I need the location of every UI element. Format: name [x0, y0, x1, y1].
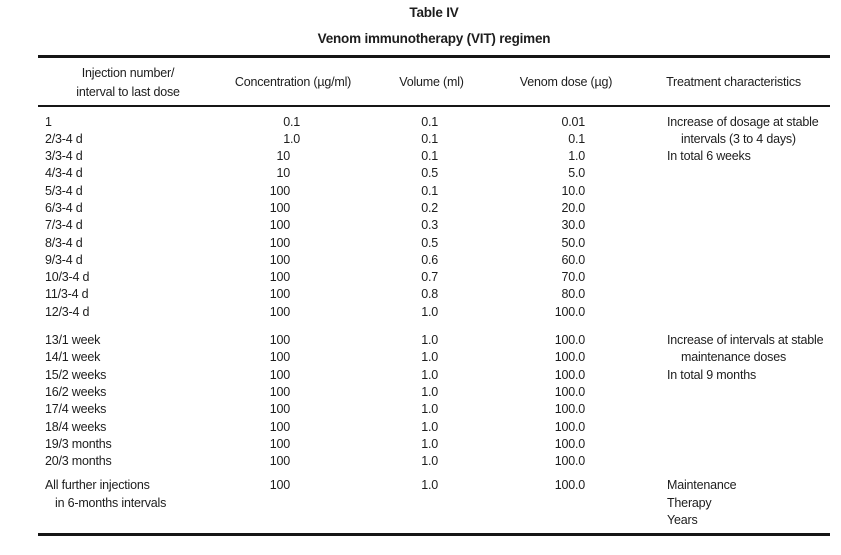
table-block: [38, 332, 830, 470]
cell-value: 100: [269, 183, 290, 198]
cell-value: 5.0: [568, 166, 585, 181]
cell-value: 100: [269, 454, 290, 469]
cell-value: 50.0: [561, 235, 585, 250]
concentration-cell: [218, 332, 368, 349]
concentration-cell: [218, 286, 368, 303]
cell-value: 1.0: [421, 333, 438, 348]
header-treatment-characteristics: Treatment characteristics: [666, 75, 801, 89]
concentration-cell: [218, 436, 368, 453]
notes-column: [637, 332, 830, 384]
dose-cell: [495, 269, 637, 286]
concentration-cell: [218, 235, 368, 252]
dose-cell: [495, 235, 637, 252]
cell-value: 100: [269, 419, 290, 434]
dose-cell: [495, 131, 637, 148]
cell-value: 100: [269, 304, 290, 319]
concentration-cell: [218, 148, 368, 165]
concentration-cell: [218, 114, 368, 131]
cell-value: 100: [269, 367, 290, 382]
injection-cell-line2: in 6-months intervals: [55, 495, 167, 510]
injection-cell: 11/3-4 d: [45, 287, 89, 302]
cell-value: 70.0: [561, 270, 585, 285]
volume-cell: [368, 349, 495, 366]
cell-value: 100: [269, 218, 290, 233]
cell-value: 100.0: [554, 384, 585, 399]
dose-cell: [495, 183, 637, 200]
header-injection-number: [38, 64, 218, 102]
header-volume: Volume (ml): [399, 75, 464, 89]
volume-cell: [368, 286, 495, 303]
injection-cell: 8/3-4 d: [45, 235, 83, 250]
injection-cell: 20/3 months: [45, 454, 112, 469]
volume-cell: [368, 304, 495, 321]
injection-cell: 5/3-4 d: [45, 183, 83, 198]
dose-cell: [495, 286, 637, 303]
injection-cell: 12/3-4 d: [45, 304, 90, 319]
note-line: Increase of intervals at stable: [667, 333, 824, 348]
dose-cell: [495, 477, 637, 494]
concentration-cell: [218, 304, 368, 321]
dose-cell: [495, 419, 637, 436]
injection-cell: 13/1 week: [45, 333, 101, 348]
cell-value: 1.0: [421, 478, 438, 493]
dose-cell: [495, 349, 637, 366]
dose-column: [495, 332, 637, 470]
note-line: In total 6 weeks: [667, 149, 751, 164]
concentration-cell: [218, 349, 368, 366]
volume-cell: [368, 332, 495, 349]
volume-cell: [368, 477, 495, 494]
cell-value: 100.0: [554, 333, 585, 348]
dose-cell: [495, 217, 637, 234]
volume-cell: [368, 401, 495, 418]
volume-cell: [368, 252, 495, 269]
injection-cell: All further injections: [45, 478, 150, 493]
volume-cell: [368, 269, 495, 286]
table-block: [38, 477, 830, 529]
cell-value: 100: [269, 333, 290, 348]
injection-cell: 6/3-4 d: [45, 200, 83, 215]
cell-value: 0.1: [421, 183, 438, 198]
dose-cell: [495, 304, 637, 321]
table-header-row: [38, 58, 830, 105]
concentration-cell: [218, 401, 368, 418]
cell-value: 0.3: [421, 218, 438, 233]
concentration-cell: [218, 367, 368, 384]
dose-cell: [495, 148, 637, 165]
injection-cell: 3/3-4 d: [45, 149, 83, 164]
dose-cell: [495, 453, 637, 470]
concentration-cell: [218, 183, 368, 200]
injection-cell: 19/3 months: [45, 436, 112, 451]
cell-value: 100: [269, 270, 290, 285]
volume-column: [368, 114, 495, 322]
volume-cell: [368, 419, 495, 436]
table-body: [38, 114, 830, 530]
dose-cell: [495, 384, 637, 401]
note-line: Maintenance: [667, 478, 737, 493]
cell-value: 1.0: [568, 149, 585, 164]
cell-value: 1.0: [421, 436, 438, 451]
header-injection-line1: Injection number/: [81, 65, 175, 80]
note-line: Increase of dosage at stable: [667, 114, 819, 129]
injection-cell: 9/3-4 d: [45, 252, 83, 267]
cell-value: 10: [276, 166, 290, 181]
cell-value: 0.6: [421, 252, 438, 267]
volume-cell: [368, 235, 495, 252]
cell-value: 1.0: [421, 350, 438, 365]
cell-value: 100.0: [554, 478, 585, 493]
concentration-cell: [218, 384, 368, 401]
injection-column: [38, 114, 218, 322]
concentration-cell: [218, 453, 368, 470]
concentration-cell: [218, 269, 368, 286]
bottom-rule: [38, 533, 830, 536]
header-concentration: Concentration (µg/ml): [234, 75, 352, 89]
cell-value: 1.0: [283, 131, 300, 146]
cell-value: 100.0: [554, 402, 585, 417]
injection-cell: 7/3-4 d: [45, 218, 83, 233]
cell-value: 100.0: [554, 454, 585, 469]
cell-value: 0.01: [561, 114, 585, 129]
injection-cell: 17/4 weeks: [45, 402, 107, 417]
concentration-column: [218, 332, 368, 470]
cell-value: 1.0: [421, 454, 438, 469]
notes-column: [637, 477, 830, 529]
table-number-title: Table IV: [409, 5, 459, 20]
dose-cell: [495, 200, 637, 217]
cell-value: 10: [276, 149, 290, 164]
injection-cell: 2/3-4 d: [45, 131, 83, 146]
volume-cell: [368, 367, 495, 384]
note-line: maintenance doses: [681, 350, 787, 365]
dose-column: [495, 114, 637, 322]
cell-value: 0.8: [421, 287, 438, 302]
cell-value: 100: [269, 350, 290, 365]
volume-cell: [368, 114, 495, 131]
cell-value: 100.0: [554, 350, 585, 365]
injection-cell: 10/3-4 d: [45, 270, 90, 285]
cell-value: 80.0: [561, 287, 585, 302]
volume-cell: [368, 200, 495, 217]
dose-cell: [495, 114, 637, 131]
cell-value: 100: [269, 402, 290, 417]
concentration-column: [218, 477, 368, 494]
concentration-cell: [218, 419, 368, 436]
injection-column: [38, 332, 218, 470]
injection-cell: 16/2 weeks: [45, 384, 107, 399]
concentration-cell: [218, 200, 368, 217]
cell-value: 10.0: [561, 183, 585, 198]
injection-cell: 1: [45, 114, 52, 129]
cell-value: 100: [269, 252, 290, 267]
cell-value: 100.0: [554, 304, 585, 319]
cell-value: 0.1: [568, 131, 585, 146]
cell-value: 1.0: [421, 419, 438, 434]
volume-cell: [368, 131, 495, 148]
concentration-cell: [218, 165, 368, 182]
volume-cell: [368, 217, 495, 234]
cell-value: 100.0: [554, 367, 585, 382]
injection-cell: 14/1 week: [45, 350, 101, 365]
header-rule: [38, 105, 830, 107]
concentration-cell: [218, 252, 368, 269]
volume-column: [368, 332, 495, 470]
dose-cell: [495, 332, 637, 349]
cell-value: 20.0: [561, 200, 585, 215]
injection-cell: 18/4 weeks: [45, 419, 107, 434]
cell-value: 1.0: [421, 384, 438, 399]
cell-value: 100: [269, 200, 290, 215]
dose-cell: [495, 367, 637, 384]
cell-value: 0.1: [283, 114, 300, 129]
cell-value: 1.0: [421, 402, 438, 417]
concentration-column: [218, 114, 368, 322]
cell-value: 100.0: [554, 436, 585, 451]
notes-column: [637, 114, 830, 166]
cell-value: 0.5: [421, 235, 438, 250]
note-line: intervals (3 to 4 days): [681, 131, 796, 146]
volume-cell: [368, 165, 495, 182]
concentration-cell: [218, 131, 368, 148]
concentration-cell: [218, 477, 368, 494]
cell-value: 30.0: [561, 218, 585, 233]
note-line: Years: [667, 513, 698, 528]
dose-column: [495, 477, 637, 494]
header-venom-dose: Venom dose (µg): [519, 75, 613, 89]
cell-value: 100: [269, 478, 290, 493]
volume-cell: [368, 453, 495, 470]
note-line: In total 9 months: [667, 367, 757, 382]
volume-cell: [368, 183, 495, 200]
injection-column: [38, 477, 218, 512]
cell-value: 0.2: [421, 200, 438, 215]
dose-cell: [495, 252, 637, 269]
cell-value: 100: [269, 287, 290, 302]
dose-cell: [495, 401, 637, 418]
vit-regimen-table: [38, 55, 830, 536]
injection-cell: 15/2 weeks: [45, 367, 107, 382]
cell-value: 100: [269, 436, 290, 451]
dose-cell: [495, 165, 637, 182]
concentration-cell: [218, 217, 368, 234]
table-subtitle: Venom immunotherapy (VIT) regimen: [317, 31, 551, 46]
volume-cell: [368, 148, 495, 165]
cell-value: 100: [269, 384, 290, 399]
note-line: Therapy: [667, 495, 712, 510]
cell-value: 0.7: [421, 270, 438, 285]
cell-value: 0.5: [421, 166, 438, 181]
cell-value: 100.0: [554, 419, 585, 434]
cell-value: 1.0: [421, 304, 438, 319]
cell-value: 1.0: [421, 367, 438, 382]
dose-cell: [495, 436, 637, 453]
cell-value: 0.1: [421, 149, 438, 164]
header-injection-line2: interval to last dose: [76, 84, 180, 99]
volume-cell: [368, 384, 495, 401]
cell-value: 0.1: [421, 114, 438, 129]
cell-value: 0.1: [421, 131, 438, 146]
volume-cell: [368, 436, 495, 453]
table-block: [38, 114, 830, 322]
injection-cell: 4/3-4 d: [45, 166, 83, 181]
volume-column: [368, 477, 495, 494]
cell-value: 100: [269, 235, 290, 250]
cell-value: 60.0: [561, 252, 585, 267]
